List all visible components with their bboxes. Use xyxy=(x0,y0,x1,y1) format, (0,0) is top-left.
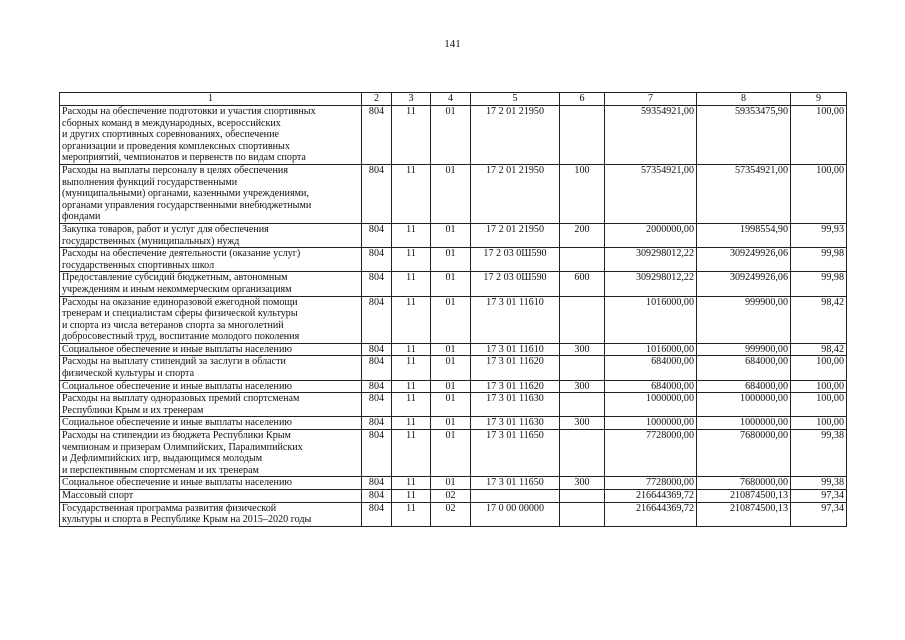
table-row xyxy=(60,106,847,165)
target-article-cell: 17 3 01 11650 xyxy=(471,430,560,477)
subsection-cell: 01 xyxy=(431,356,471,380)
code-cell: 804 xyxy=(362,106,392,165)
percent-cell: 99,98 xyxy=(791,272,847,296)
target-article-cell: 17 3 01 11610 xyxy=(471,343,560,356)
executed-amount-cell: 1000000,00 xyxy=(697,393,791,417)
expense-type-cell: 200 xyxy=(560,223,605,247)
code-cell: 804 xyxy=(362,272,392,296)
approved-amount-cell: 216644369,72 xyxy=(605,490,697,503)
approved-amount-cell: 684000,00 xyxy=(605,356,697,380)
approved-amount-cell: 1000000,00 xyxy=(605,417,697,430)
table-row xyxy=(60,502,847,526)
table-row xyxy=(60,490,847,503)
percent-cell: 100,00 xyxy=(791,164,847,223)
executed-amount-cell: 999900,00 xyxy=(697,343,791,356)
code-cell: 804 xyxy=(362,343,392,356)
percent-cell: 100,00 xyxy=(791,380,847,393)
table-row xyxy=(60,393,847,417)
header-cell: 7 xyxy=(605,93,697,106)
executed-amount-cell: 210874500,13 xyxy=(697,502,791,526)
approved-amount-cell: 309298012,22 xyxy=(605,248,697,272)
row-name-cell: Массовый спорт xyxy=(60,490,362,503)
code-cell: 804 xyxy=(362,296,392,343)
page-number: 141 xyxy=(444,38,461,50)
section-cell: 11 xyxy=(392,393,431,417)
row-name-cell: Расходы на обеспечение подготовки и участия спортивных сборных команд в международных, всероссийских и других спортивных соревнованиях, обеспечение организации и проведения комплексных спортивных мероприятий, чемпионатов и первенств по видам спорта xyxy=(60,106,362,165)
code-cell: 804 xyxy=(362,477,392,490)
code-cell: 804 xyxy=(362,356,392,380)
expense-type-cell xyxy=(560,106,605,165)
header-cell: 4 xyxy=(431,93,471,106)
row-name-cell: Расходы на обеспечение деятельности (оказание услуг) государственных спортивных школ xyxy=(60,248,362,272)
row-name-cell: Социальное обеспечение и иные выплаты населению xyxy=(60,343,362,356)
executed-amount-cell: 309249926,06 xyxy=(697,272,791,296)
percent-cell: 99,93 xyxy=(791,223,847,247)
approved-amount-cell: 1016000,00 xyxy=(605,343,697,356)
target-article-cell: 17 3 01 11630 xyxy=(471,417,560,430)
expense-type-cell xyxy=(560,356,605,380)
header-cell: 2 xyxy=(362,93,392,106)
row-name-cell: Социальное обеспечение и иные выплаты населению xyxy=(60,380,362,393)
budget-table xyxy=(59,92,847,527)
row-name-cell: Предоставление субсидий бюджетным, автономным учреждениям и иным некоммерческим организациям xyxy=(60,272,362,296)
table-header-row xyxy=(60,93,847,106)
approved-amount-cell: 57354921,00 xyxy=(605,164,697,223)
header-cell: 5 xyxy=(471,93,560,106)
table-row xyxy=(60,164,847,223)
section-cell: 11 xyxy=(392,106,431,165)
row-name-cell: Расходы на стипендии из бюджета Республики Крым чемпионам и призерам Олимпийских, Паралимпийских и Дефлимпийских игр, выдающимся молодым и перспективным спортсменам и их тренерам xyxy=(60,430,362,477)
approved-amount-cell: 309298012,22 xyxy=(605,272,697,296)
section-cell: 11 xyxy=(392,164,431,223)
row-name-cell: Социальное обеспечение и иные выплаты населению xyxy=(60,477,362,490)
subsection-cell: 01 xyxy=(431,343,471,356)
table-row xyxy=(60,296,847,343)
subsection-cell: 01 xyxy=(431,477,471,490)
expense-type-cell: 300 xyxy=(560,417,605,430)
section-cell: 11 xyxy=(392,417,431,430)
executed-amount-cell: 59353475,90 xyxy=(697,106,791,165)
expense-type-cell: 300 xyxy=(560,477,605,490)
approved-amount-cell: 2000000,00 xyxy=(605,223,697,247)
target-article-cell: 17 3 01 11650 xyxy=(471,477,560,490)
subsection-cell: 02 xyxy=(431,490,471,503)
section-cell: 11 xyxy=(392,502,431,526)
section-cell: 11 xyxy=(392,272,431,296)
row-name-cell: Социальное обеспечение и иные выплаты населению xyxy=(60,417,362,430)
target-article-cell: 17 2 01 21950 xyxy=(471,106,560,165)
target-article-cell: 17 2 01 21950 xyxy=(471,223,560,247)
percent-cell: 97,34 xyxy=(791,502,847,526)
subsection-cell: 01 xyxy=(431,272,471,296)
target-article-cell: 17 2 03 0Ш590 xyxy=(471,248,560,272)
target-article-cell: 17 3 01 11630 xyxy=(471,393,560,417)
executed-amount-cell: 1998554,90 xyxy=(697,223,791,247)
row-name-cell: Расходы на выплаты персоналу в целях обеспечения выполнения функций государственными (муниципальными) органами, казенными учреждениями, органами управления государственными внебюджетными фондами xyxy=(60,164,362,223)
header-cell: 3 xyxy=(392,93,431,106)
table-row xyxy=(60,356,847,380)
row-name-cell: Государственная программа развития физической культуры и спорта в Республике Крым на 2015–2020 годы xyxy=(60,502,362,526)
code-cell: 804 xyxy=(362,380,392,393)
executed-amount-cell: 999900,00 xyxy=(697,296,791,343)
percent-cell: 98,42 xyxy=(791,343,847,356)
expense-type-cell: 100 xyxy=(560,164,605,223)
subsection-cell: 01 xyxy=(431,380,471,393)
table-row xyxy=(60,430,847,477)
row-name-cell: Расходы на выплату одноразовых премий спортсменам Республики Крым и их тренерам xyxy=(60,393,362,417)
section-cell: 11 xyxy=(392,477,431,490)
expense-type-cell xyxy=(560,502,605,526)
percent-cell: 100,00 xyxy=(791,356,847,380)
target-article-cell xyxy=(471,490,560,503)
subsection-cell: 01 xyxy=(431,223,471,247)
percent-cell: 99,38 xyxy=(791,477,847,490)
code-cell: 804 xyxy=(362,490,392,503)
table-row xyxy=(60,477,847,490)
approved-amount-cell: 7728000,00 xyxy=(605,430,697,477)
target-article-cell: 17 0 00 00000 xyxy=(471,502,560,526)
code-cell: 804 xyxy=(362,223,392,247)
table-row xyxy=(60,223,847,247)
expense-type-cell: 300 xyxy=(560,380,605,393)
code-cell: 804 xyxy=(362,502,392,526)
executed-amount-cell: 7680000,00 xyxy=(697,430,791,477)
expense-type-cell xyxy=(560,430,605,477)
executed-amount-cell: 309249926,06 xyxy=(697,248,791,272)
section-cell: 11 xyxy=(392,296,431,343)
table-row xyxy=(60,417,847,430)
expense-type-cell: 600 xyxy=(560,272,605,296)
approved-amount-cell: 216644369,72 xyxy=(605,502,697,526)
subsection-cell: 02 xyxy=(431,502,471,526)
code-cell: 804 xyxy=(362,248,392,272)
subsection-cell: 01 xyxy=(431,296,471,343)
executed-amount-cell: 210874500,13 xyxy=(697,490,791,503)
section-cell: 11 xyxy=(392,248,431,272)
target-article-cell: 17 3 01 11610 xyxy=(471,296,560,343)
expense-type-cell xyxy=(560,393,605,417)
row-name-cell: Закупка товаров, работ и услуг для обеспечения государственных (муниципальных) нужд xyxy=(60,223,362,247)
section-cell: 11 xyxy=(392,490,431,503)
approved-amount-cell: 1000000,00 xyxy=(605,393,697,417)
section-cell: 11 xyxy=(392,430,431,477)
section-cell: 11 xyxy=(392,356,431,380)
subsection-cell: 01 xyxy=(431,430,471,477)
target-article-cell: 17 3 01 11620 xyxy=(471,380,560,393)
executed-amount-cell: 684000,00 xyxy=(697,356,791,380)
header-cell: 8 xyxy=(697,93,791,106)
row-name-cell: Расходы на оказание единоразовой ежегодной помощи тренерам и специалистам сферы физической культуры и спорта из числа ветеранов спорта за многолетний добросовестный труд, воспитание молодого поколения xyxy=(60,296,362,343)
header-cell: 6 xyxy=(560,93,605,106)
code-cell: 804 xyxy=(362,417,392,430)
approved-amount-cell: 59354921,00 xyxy=(605,106,697,165)
approved-amount-cell: 684000,00 xyxy=(605,380,697,393)
section-cell: 11 xyxy=(392,343,431,356)
subsection-cell: 01 xyxy=(431,248,471,272)
target-article-cell: 17 2 01 21950 xyxy=(471,164,560,223)
percent-cell: 100,00 xyxy=(791,393,847,417)
table-row xyxy=(60,272,847,296)
target-article-cell: 17 2 03 0Ш590 xyxy=(471,272,560,296)
subsection-cell: 01 xyxy=(431,393,471,417)
target-article-cell: 17 3 01 11620 xyxy=(471,356,560,380)
code-cell: 804 xyxy=(362,164,392,223)
expense-type-cell xyxy=(560,490,605,503)
executed-amount-cell: 7680000,00 xyxy=(697,477,791,490)
expense-type-cell: 300 xyxy=(560,343,605,356)
header-cell: 1 xyxy=(60,93,362,106)
expense-type-cell xyxy=(560,248,605,272)
percent-cell: 100,00 xyxy=(791,417,847,430)
code-cell: 804 xyxy=(362,430,392,477)
table-row xyxy=(60,380,847,393)
percent-cell: 99,38 xyxy=(791,430,847,477)
expense-type-cell xyxy=(560,296,605,343)
section-cell: 11 xyxy=(392,223,431,247)
subsection-cell: 01 xyxy=(431,417,471,430)
executed-amount-cell: 1000000,00 xyxy=(697,417,791,430)
table-row xyxy=(60,343,847,356)
row-name-cell: Расходы на выплату стипендий за заслуги в области физической культуры и спорта xyxy=(60,356,362,380)
section-cell: 11 xyxy=(392,380,431,393)
code-cell: 804 xyxy=(362,393,392,417)
percent-cell: 99,98 xyxy=(791,248,847,272)
header-cell: 9 xyxy=(791,93,847,106)
percent-cell: 98,42 xyxy=(791,296,847,343)
executed-amount-cell: 684000,00 xyxy=(697,380,791,393)
approved-amount-cell: 1016000,00 xyxy=(605,296,697,343)
subsection-cell: 01 xyxy=(431,164,471,223)
subsection-cell: 01 xyxy=(431,106,471,165)
approved-amount-cell: 7728000,00 xyxy=(605,477,697,490)
percent-cell: 97,34 xyxy=(791,490,847,503)
executed-amount-cell: 57354921,00 xyxy=(697,164,791,223)
table-row xyxy=(60,248,847,272)
percent-cell: 100,00 xyxy=(791,106,847,165)
